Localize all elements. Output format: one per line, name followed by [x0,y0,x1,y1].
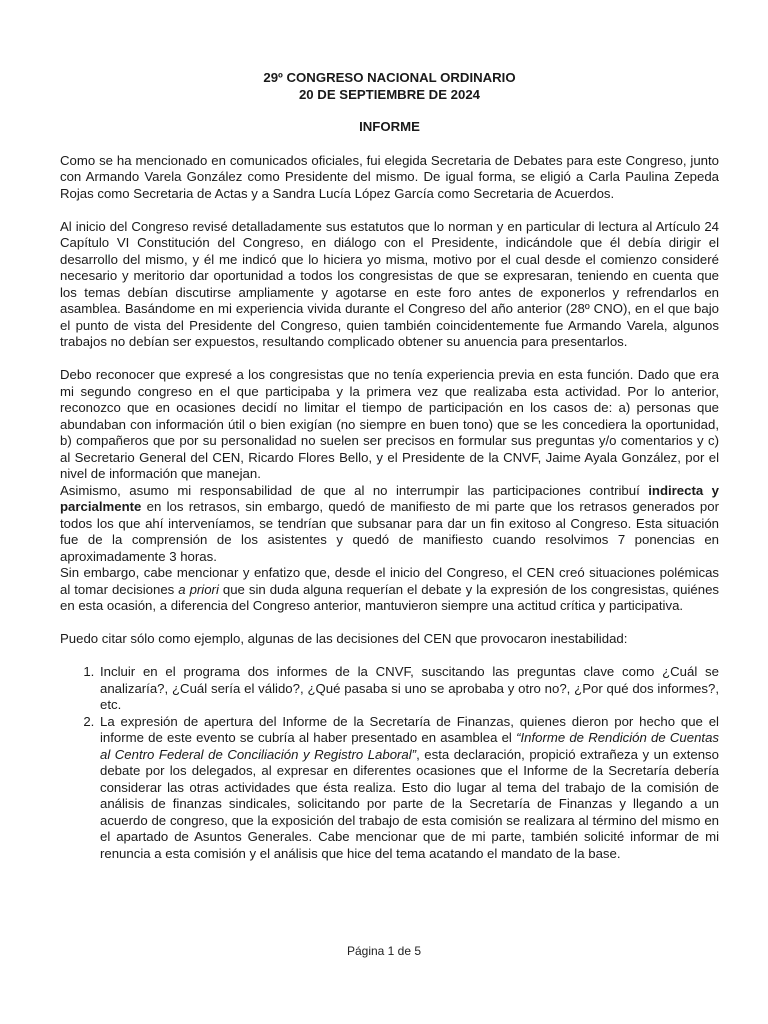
document-date: 20 DE SEPTIEMBRE DE 2024 [298,86,481,102]
list-item [98,714,719,863]
document-content [60,70,719,862]
paragraph-4 [60,483,719,566]
list-item-1-text: Incluir en el programa dos informes de la CNVF, suscitando las preguntas clave como ¿Cuál se analizaría?, ¿Cuál sería el válido?, ¿Qué pasaba si uno se aprobaba y otro no?, ¿Por qué dos informes?, etc. [100,664,719,712]
paragraph-5 [60,565,719,615]
paragraph-6: Puedo citar sólo como ejemplo, algunas de las decisiones del CEN que provocaron inestabilidad: [60,631,628,646]
list-item-2-text-a: La expresión de apertura del Informe de la Secretaría de Finanzas, quienes dieron por hecho que el informe de este evento se cubría al haber presentado en asamblea el [100,713,719,745]
paragraph-5-text-b: que sin duda alguna requerían el debate y la expresión de los congresistas, quiénes en esta ocasión, a diferencia del Congreso anterior, mantuvieron siempre una actitud crítica y participativa. [60,581,719,613]
page-footer [0,944,768,958]
paragraph-1: Como se ha mencionado en comunicados oficiales, fui elegida Secretaria de Debates para este Congreso, junto con Armando Varela González como Presidente del mismo. De igual forma, se eligió a Carla Paulina Zepeda Rojas como Secretaria de Actas y a Sandra Lucía López García como Secretaria de Acuerdos. [60,152,719,201]
paragraph-2: Al inicio del Congreso revisé detalladamente sus estatutos que lo norman y en particular di lectura al Artículo 24 Capítulo VI Constitución del Congreso, en diálogo con el Presidente, indicándole que él debía dirigir el desarrollo del mismo, y él me indicó que lo hiciera yo misma, motivo por el cual desde el comienzo consideré necesario y meritorio dar oportunidad a todos los congresistas de que se expresaran, teniendo en cuenta que los temas debían discutirse ampliamente y agotarse en este foro antes de exponerlos y refrendarlos en asamblea. Basándome en mi experiencia vivida durante el Congreso del año anterior (28º CNO), en el que bajo el punto de vista del Presidente del Congreso, quien también coincidentemente fue Armando Varela, algunos trabajos no debían ser expuestos, resultando complicado obtener su anuencia para presentarlos. [60,218,719,349]
paragraph-4-text-b: en los retrasos, sin embargo, quedó de manifiesto de mi parte que los retrasos generados por todos los que ahí interveníamos, se tendrían que subsanar para dar un fin exitoso al Congreso. Esta situación fue de la comprensión de los asistentes y quedó de manifiesto cuando resolvimos 7 ponencias en aproximadamente 3 horas. [60,499,719,564]
list-item [98,664,719,714]
paragraph-3: Debo reconocer que expresé a los congresistas que no tenía experiencia previa en esta función. Dado que era mi segundo congreso en el que participaba y la primera vez que realizaba esta actividad. Por lo anterior, reconozco que en ocasiones decidí no limitar el tiempo de participación en los casos de: a) personas que abundaban con información útil o bien exigían (no siempre en buen tono) que se les concediera la oportunidad, b) compañeros que por su personalidad no suelen ser precisos en formular sus preguntas y/o comentarios y c) al Secretario General del CEN, Ricardo Flores Bello, y el Presidente de la CNVF, Jaime Ayala González, por el nivel de información que manejan. [60,367,719,481]
paragraph-5-text-a: Sin embargo, cabe mencionar y enfatizo que, desde el inicio del Congreso, el CEN creó situaciones polémicas al tomar decisiones [60,565,719,597]
list-item-2-italic-text: “Informe de Rendición de Cuentas al Centro Federal de Conciliación y Registro Laboral” [100,730,720,762]
list-item-2-text-b: , esta declaración, propició extrañeza y un extenso debate por los delegados, al expresar en diferentes ocasiones que el Informe de la Secretaría debería considerar las otras actividades que ésta realiza. Esto dio lugar al tema del trabajo de la comisión de análisis de finanzas sindicales, solicitando por parte de la Secretaría de Finanzas y llegando a un acuerdo de congreso, que la exposición del trabajo de esta comisión se realizara al término del mismo en el apartado de Asuntos Generales. Cabe mencionar que de mi parte, también solicité informar de mi renuncia a esta comisión y el análisis que hice del tema acatando el mandato de la base. [100,746,719,861]
document-header [60,70,719,103]
paragraph-4-text-a: Asimismo, asumo mi responsabilidad de que al no interrumpir las participaciones contribuí [60,482,649,498]
decisions-list [60,664,719,862]
paragraph-4-bold-text: indirecta y parcialmente [60,482,719,514]
paragraph-5-italic-text: a priori [178,581,219,597]
section-heading: INFORME [359,119,420,134]
document-title: 29º CONGRESO NACIONAL ORDINARIO [263,70,516,85]
page-number: Página 1 de 5 [346,944,422,958]
